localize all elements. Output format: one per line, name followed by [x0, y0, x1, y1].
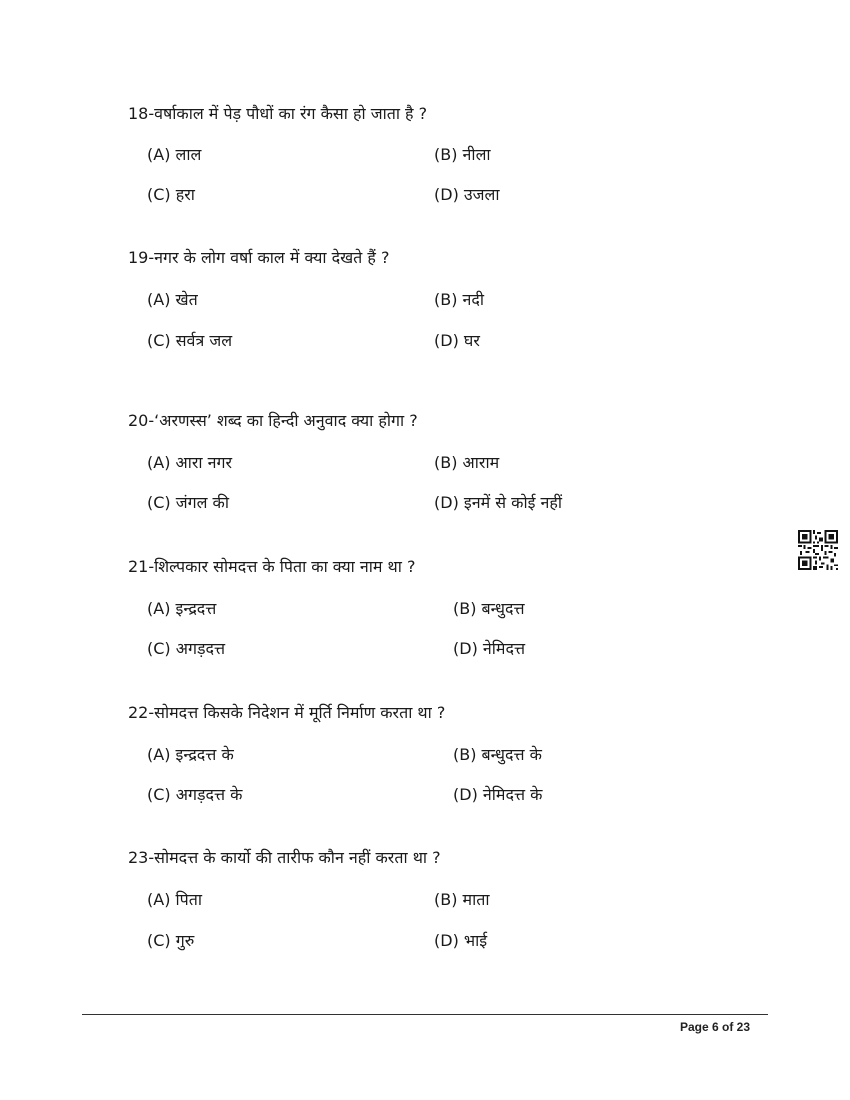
footer-divider	[82, 1014, 768, 1015]
question-20: 20-‘अरणस्स’ शब्द का हिन्दी अनुवाद क्या होगा ?	[128, 411, 418, 430]
option-b: (B) बन्धुदत्त	[453, 599, 525, 618]
option-c: (C) जंगल की	[147, 493, 229, 512]
option-b: (B) आराम	[434, 453, 500, 472]
option-b: (B) माता	[434, 890, 490, 909]
option-b: (B) नीला	[434, 145, 491, 164]
option-d: (D) घर	[434, 331, 480, 350]
option-d: (D) नेमिदत्त के	[453, 785, 543, 804]
option-a: (A) लाल	[147, 145, 202, 164]
question-22: 22-सोमदत्त किसके निदेशन में मूर्ति निर्माण करता था ?	[128, 703, 446, 722]
option-a: (A) पिता	[147, 890, 203, 909]
option-b: (B) बन्धुदत्त के	[453, 745, 542, 764]
question-21: 21-शिल्पकार सोमदत्त के पिता का क्या नाम था ?	[128, 557, 416, 576]
option-c: (C) सर्वत्र जल	[147, 331, 233, 350]
question-19: 19-नगर के लोग वर्षा काल में क्या देखते हैं ?	[128, 248, 390, 267]
option-a: (A) आरा नगर	[147, 453, 233, 472]
option-a: (A) इन्द्रदत्त	[147, 599, 217, 618]
option-a: (A) इन्द्रदत्त के	[147, 745, 234, 764]
option-d: (D) भाई	[434, 931, 488, 950]
option-d: (D) नेमिदत्त	[453, 639, 526, 658]
qr-code-icon	[798, 530, 838, 570]
option-c: (C) अगड़दत्त	[147, 639, 226, 658]
option-a: (A) खेत	[147, 290, 198, 309]
option-d: (D) इनमें से कोई नहीं	[434, 493, 563, 512]
question-18: 18-वर्षाकाल में पेड़ पौधों का रंग कैसा हो जाता है ?	[128, 104, 428, 123]
option-b: (B) नदी	[434, 290, 485, 309]
option-c: (C) गुरु	[147, 931, 195, 950]
page-number: Page 6 of 23	[679, 1020, 750, 1034]
option-c: (C) अगड़दत्त के	[147, 785, 243, 804]
question-23: 23-सोमदत्त के कार्यो की तारीफ कौन नहीं करता था ?	[128, 848, 441, 867]
option-c: (C) हरा	[147, 185, 195, 204]
option-d: (D) उजला	[434, 185, 500, 204]
